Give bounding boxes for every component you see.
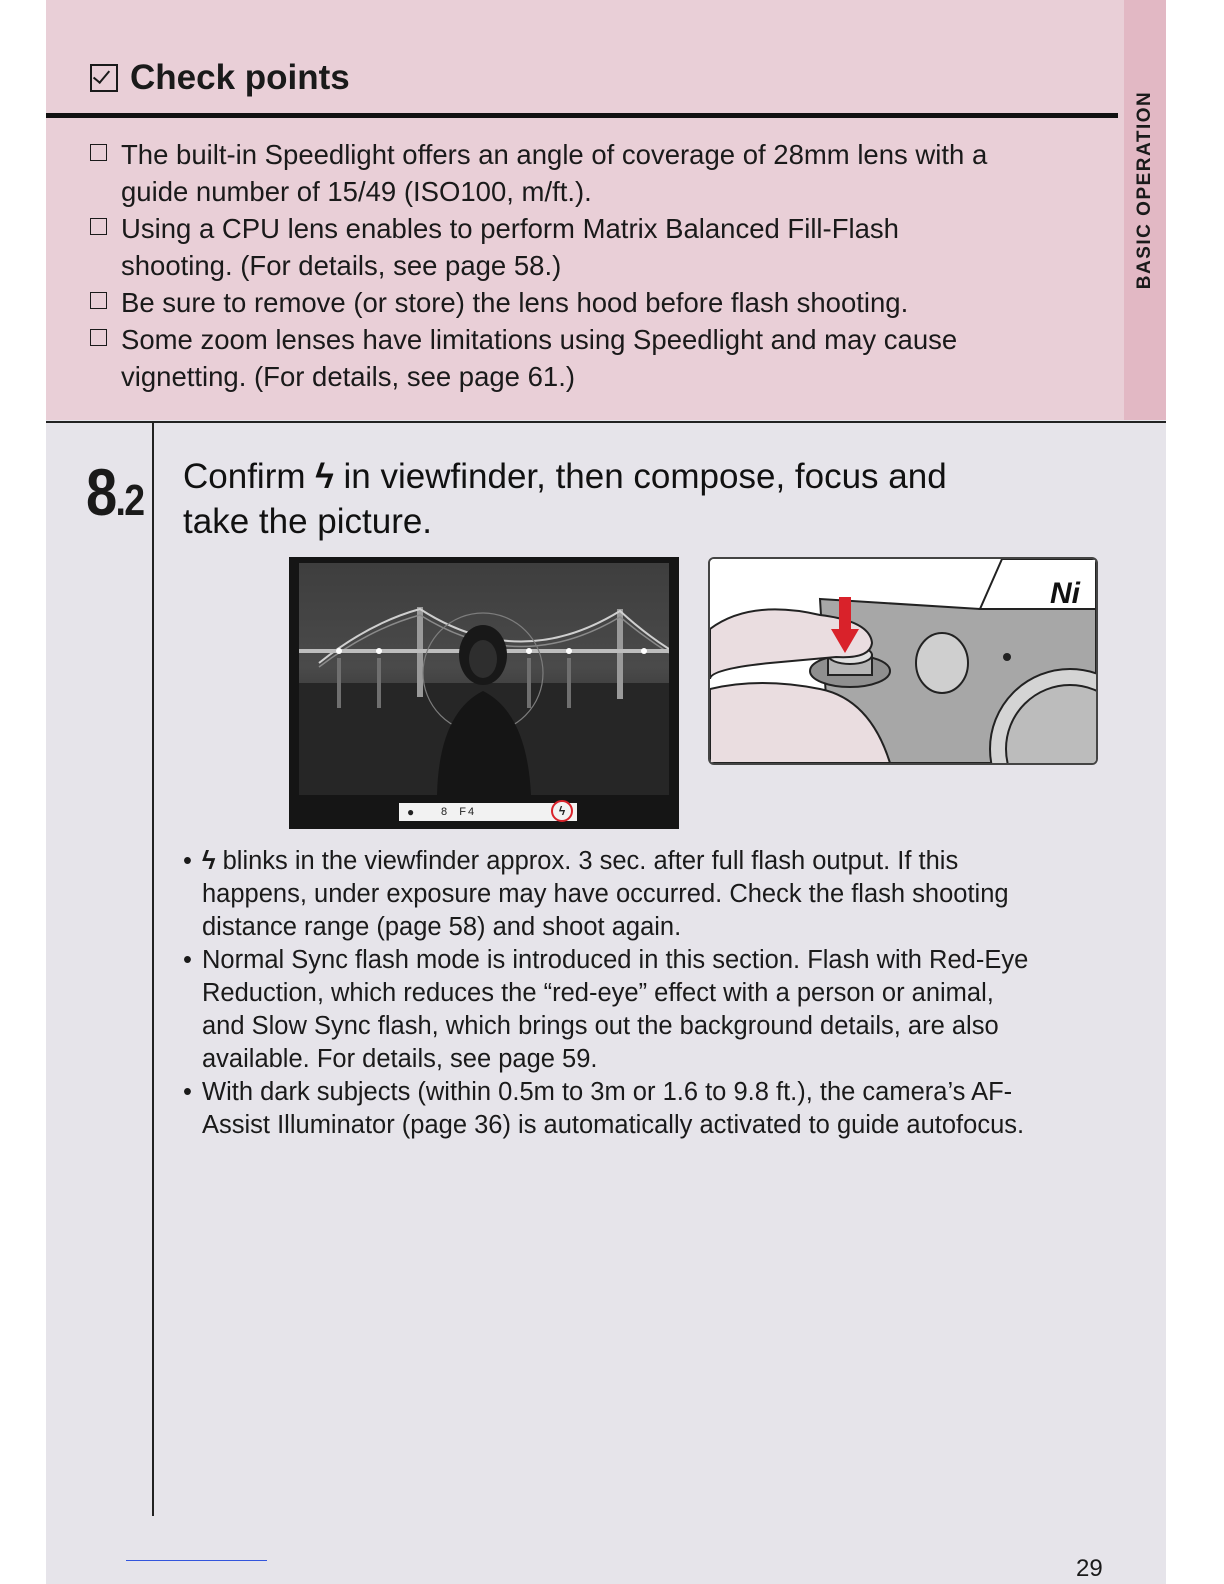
checkbox-empty-icon: [90, 218, 107, 235]
list-item: [183, 1076, 1123, 1142]
notes-list: [183, 845, 1123, 1142]
check-point-line: shooting. (For details, see page 58.): [121, 250, 562, 281]
bullet-dot-icon: •: [183, 1078, 192, 1106]
check-point-item: [90, 321, 1110, 395]
check-point-item: [90, 210, 1110, 284]
check-point-item: [90, 284, 1110, 321]
flash-symbol-icon: ϟ: [202, 847, 216, 875]
step-title: [183, 454, 1113, 544]
link-underline: [126, 1560, 267, 1561]
viewfinder-scene: [299, 563, 669, 795]
checkbox-empty-icon: [90, 144, 107, 161]
step-margin-line: [152, 422, 154, 1516]
flash-symbol-icon: ϟ: [315, 457, 334, 496]
check-points-heading: [90, 58, 350, 98]
shutter-press-illustration: [708, 557, 1098, 765]
note-line: Normal Sync flash mode is introduced in this section. Flash with Red-Eye: [202, 946, 1029, 974]
flash-ready-indicator-icon: ϟ: [551, 800, 573, 822]
viewfinder-dot-icon: ●: [407, 805, 415, 819]
check-point-line: vignetting. (For details, see page 61.): [121, 361, 576, 392]
checkbox-empty-icon: [90, 329, 107, 346]
heading-divider: [46, 113, 1118, 118]
note-line: happens, under exposure may have occurred. Check the flash shooting: [202, 880, 1009, 908]
bullet-dot-icon: •: [183, 946, 192, 974]
section-side-label: BASIC OPERATION: [1134, 90, 1155, 290]
step-number: [86, 454, 143, 530]
note-line: Assist Illuminator (page 36) is automatically activated to guide autofocus.: [202, 1111, 1025, 1139]
step-title-text: Confirm: [183, 457, 306, 496]
night-bridge-portrait-icon: [299, 563, 669, 795]
camera-brand-text: Ni: [1050, 577, 1080, 610]
check-point-item: [90, 136, 1110, 210]
note-line: distance range (page 58) and shoot again.: [202, 913, 682, 941]
step-title-text: in viewfinder, then compose, focus and: [343, 457, 947, 496]
check-points-title: Check points: [130, 58, 350, 97]
section-divider: [46, 421, 1166, 423]
page-number: 29: [1076, 1555, 1103, 1582]
step-number-sub: .2: [115, 476, 144, 525]
note-line: and Slow Sync flash, which brings out the background details, are also: [202, 1012, 999, 1040]
viewfinder-display-bar: [399, 803, 577, 821]
check-point-line: Using a CPU lens enables to perform Matrix Balanced Fill-Flash: [121, 213, 899, 244]
list-item: [183, 944, 1123, 1076]
note-line: Reduction, which reduces the “red-eye” effect with a person or animal,: [202, 979, 994, 1007]
note-line: With dark subjects (within 0.5m to 3m or 1.6 to 9.8 ft.), the camera’s AF-: [202, 1078, 1013, 1106]
list-item: [183, 845, 1123, 944]
note-line: blinks in the viewfinder approx. 3 sec. after full flash output. If this: [222, 847, 959, 875]
press-arrow-icon: [839, 597, 851, 631]
check-point-line: The built-in Speedlight offers an angle of coverage of 28mm lens with a: [121, 139, 988, 170]
note-line: available. For details, see page 59.: [202, 1045, 598, 1073]
check-point-line: guide number of 15/49 (ISO100, m/ft.).: [121, 176, 592, 207]
checkbox-empty-icon: [90, 292, 107, 309]
step-number-main: 8: [86, 455, 116, 529]
viewfinder-readout: 8 F4: [441, 806, 477, 818]
camera-shutter-icon: [710, 559, 1096, 763]
check-point-line: Some zoom lenses have limitations using Speedlight and may cause: [121, 324, 958, 355]
manual-page: [46, 0, 1166, 1584]
checkbox-checked-icon: [90, 64, 118, 92]
step-title-text: take the picture.: [183, 502, 433, 541]
check-point-line: Be sure to remove (or store) the lens hood before flash shooting.: [121, 287, 909, 318]
bullet-dot-icon: •: [183, 847, 192, 875]
viewfinder-image: [289, 557, 679, 829]
